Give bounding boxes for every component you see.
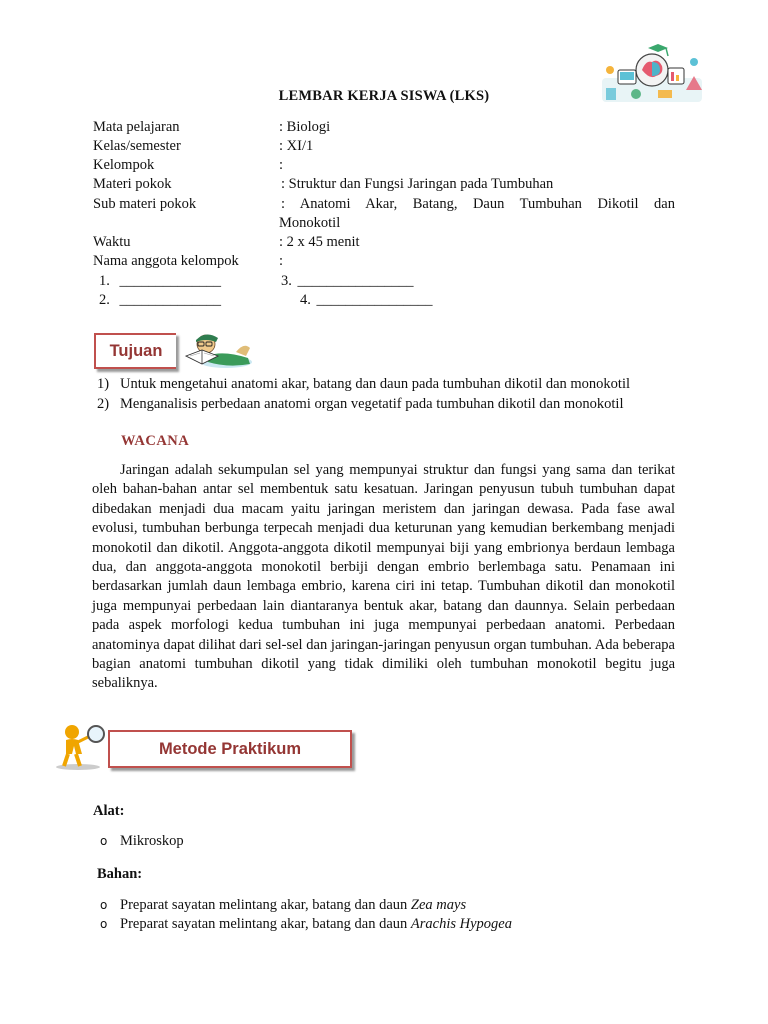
alat-label: Alat: xyxy=(93,803,125,819)
tujuan-item xyxy=(97,374,631,394)
bullet: o xyxy=(100,834,108,848)
member-1[interactable] xyxy=(99,273,221,290)
info-value: : xyxy=(279,253,284,269)
metode-heading-box xyxy=(108,730,352,768)
species-name: Arachis Hypogea xyxy=(410,916,512,932)
tujuan-item-text: Untuk mengetahui anatomi akar, batang dan daun pada tumbuhan dikotil dan monokotil xyxy=(120,376,631,392)
info-value: Monokotil xyxy=(279,215,341,231)
member-number: 2. xyxy=(99,292,110,308)
bahan-item xyxy=(100,916,512,933)
tujuan-heading: Tujuan xyxy=(109,342,163,360)
member-2[interactable] xyxy=(99,292,221,309)
info-value: : XI/1 xyxy=(279,138,314,154)
info-value: : Anatomi Akar, Batang, Daun Tumbuhan Dikotil dan xyxy=(281,196,675,212)
member-number: 4. xyxy=(300,292,311,308)
info-label: Waktu xyxy=(93,234,131,250)
info-label: Sub materi pokok xyxy=(93,196,197,212)
bahan-item-desc: Preparat sayatan melintang akar, batang dan daun xyxy=(120,916,411,932)
reading-student-icon xyxy=(178,326,256,374)
member-number: 3. xyxy=(281,273,292,289)
member-4[interactable] xyxy=(300,292,433,309)
member-3[interactable] xyxy=(281,273,414,290)
info-value: : xyxy=(279,157,284,173)
bahan-item-text xyxy=(120,916,512,933)
bahan-label: Bahan: xyxy=(97,866,143,882)
wacana-text: Jaringan adalah sekumpulan sel yang mempunyai struktur dan fungsi yang sama dan terikat oleh bahan-bahan antar sel membentuk satu kesatuan. Jaringan penyusun tubuh tumbuhan dapat dibedakan menjadi dua macam yaitu jaringan meristem dan jaringan dewasa. Pada fase awal evolusi, tumbuhan berbunga terpecah menjadi dua keturunan yang kemudian berkembang menjadi monokotil dan dikotil. Anggota-anggota dikotil mempunyai biji yang embrionya berdaun lembaga dua, dan anggota-anggota monokotil berbiji dengan embrio berlembaga satu. Penamaan ini berdasarkan jumlah daun lembaga embrio, karena ciri ini tetap. Tumbuhan dikotil dan monokotil juga mempunyai perbedaan lain diantaranya bentuk akar, batang dan daunnya. Selain perbedaan pada aspek morfologi kedua tumbuhan ini juga mempunyai perbedaan anatomi. Perbedaan anatominya dapat dilihat dari sel-sel dan jaringan-jaringan penyusun organ tumbuhan. Ada beberapa bagian anatomi tumbuhan dikotil yang tidak dimiliki oleh tumbuhan monokotil begitu juga sebaliknya. xyxy=(92,462,675,692)
magnifier-figure-icon xyxy=(50,722,112,772)
tujuan-heading-box xyxy=(94,333,176,369)
member-blank: ______________ xyxy=(119,292,221,308)
tujuan-item-number: 2) xyxy=(97,396,110,412)
member-blank: ______________ xyxy=(119,273,221,289)
info-value: : Struktur dan Fungsi Jaringan pada Tumbuhan xyxy=(281,176,554,192)
worksheet-title: LEMBAR KERJA SISWA (LKS) xyxy=(278,88,490,104)
species-name: Zea mays xyxy=(410,897,467,913)
info-value: : 2 x 45 menit xyxy=(279,234,360,250)
tujuan-item-number: 1) xyxy=(97,376,110,392)
member-number: 1. xyxy=(99,273,110,289)
bahan-item xyxy=(100,897,467,914)
info-label: Nama anggota kelompok xyxy=(93,253,239,269)
wacana-paragraph xyxy=(92,461,675,694)
bahan-item-text xyxy=(120,897,466,914)
info-row-subtopic xyxy=(93,195,675,214)
alat-item xyxy=(100,833,184,850)
tujuan-item xyxy=(97,394,624,414)
member-blank: ________________ xyxy=(297,273,414,289)
member-blank: ________________ xyxy=(316,292,433,308)
info-value: : Biologi xyxy=(279,119,331,135)
info-label: Materi pokok xyxy=(93,176,172,192)
bullet: o xyxy=(100,898,108,912)
info-label: Kelas/semester xyxy=(93,138,181,154)
wacana-heading: WACANA xyxy=(121,433,190,449)
bullet: o xyxy=(100,917,108,931)
tujuan-item-text: Menganalisis perbedaan anatomi organ vegetatif pada tumbuhan dikotil dan monokotil xyxy=(120,396,624,412)
info-label: Kelompok xyxy=(93,157,155,173)
metode-heading: Metode Praktikum xyxy=(158,740,302,758)
alat-item-text: Mikroskop xyxy=(120,833,184,849)
bahan-item-desc: Preparat sayatan melintang akar, batang dan daun xyxy=(120,897,411,913)
tujuan-list xyxy=(97,374,631,414)
info-label: Mata pelajaran xyxy=(93,119,180,135)
